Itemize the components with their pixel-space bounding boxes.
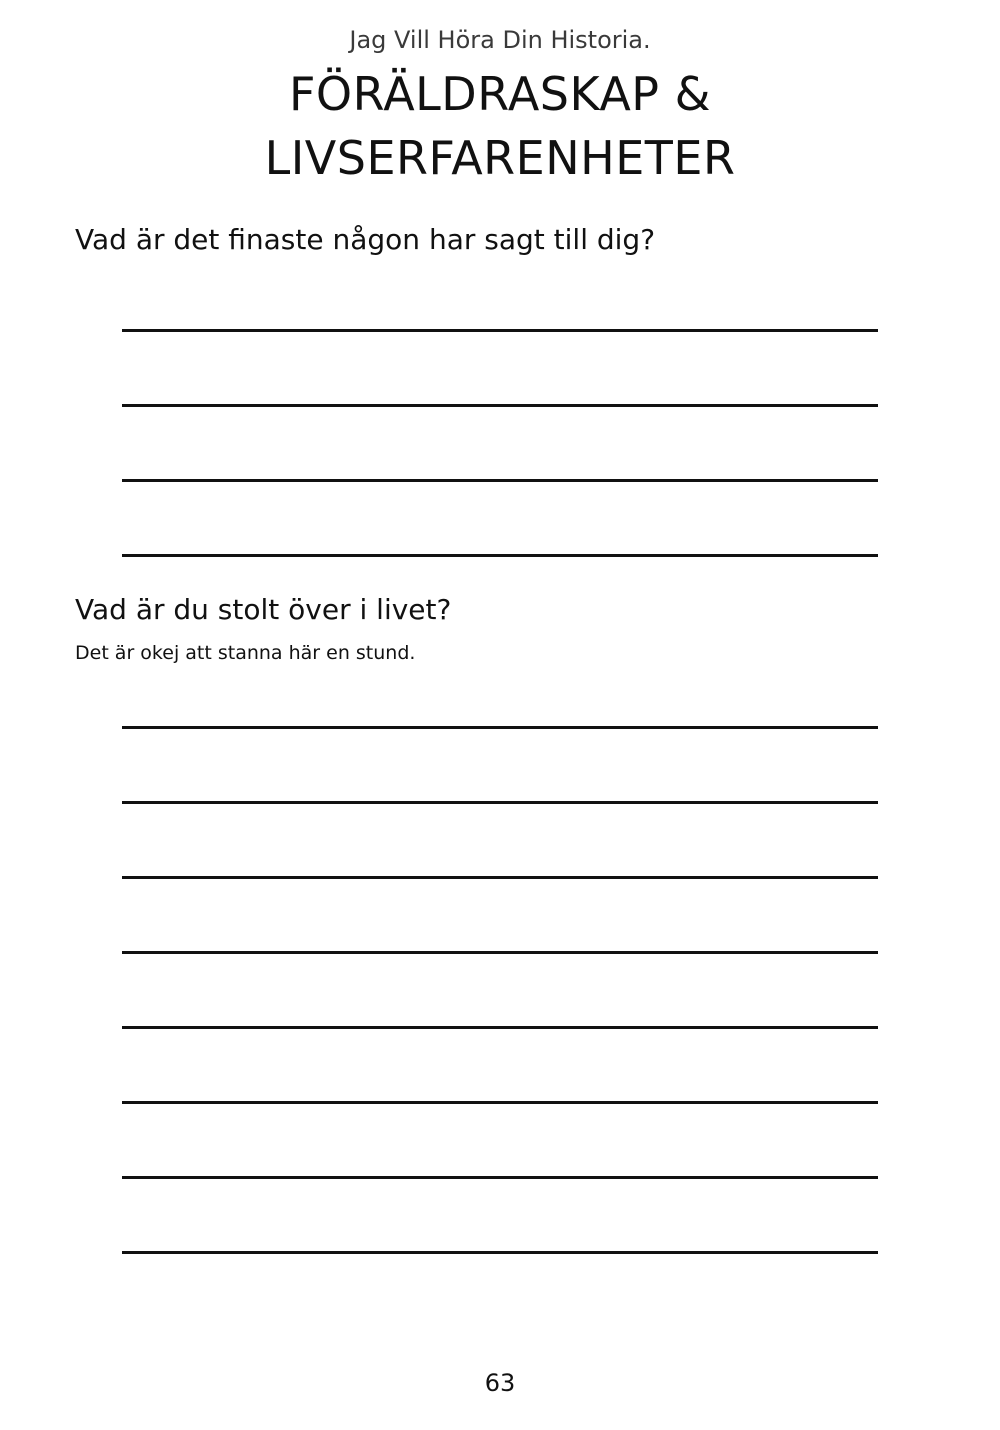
question-2-text: Vad är du stolt över i livet? bbox=[75, 593, 452, 626]
answer-line[interactable] bbox=[122, 1026, 878, 1029]
answer-line[interactable] bbox=[122, 404, 878, 407]
answer-line[interactable] bbox=[122, 951, 878, 954]
book-title: Jag Vill Höra Din Historia. bbox=[349, 26, 651, 54]
answer-line[interactable] bbox=[122, 1101, 878, 1104]
chapter-title-line-2: LIVSERFARENHETER bbox=[264, 131, 736, 185]
answer-line[interactable] bbox=[122, 329, 878, 332]
chapter-title-line-1: FÖRÄLDRASKAP & bbox=[288, 67, 712, 121]
answer-line[interactable] bbox=[122, 554, 878, 557]
answer-line[interactable] bbox=[122, 876, 878, 879]
page-number: 63 bbox=[484, 1369, 516, 1397]
chapter-title bbox=[0, 62, 1000, 190]
answer-line[interactable] bbox=[122, 726, 878, 729]
answer-line[interactable] bbox=[122, 801, 878, 804]
answer-line[interactable] bbox=[122, 1251, 878, 1254]
question-2-hint: Det är okej att stanna här en stund. bbox=[75, 642, 416, 664]
answer-line[interactable] bbox=[122, 479, 878, 482]
question-1-text: Vad är det finaste någon har sagt till dig? bbox=[75, 223, 656, 256]
answer-line[interactable] bbox=[122, 1176, 878, 1179]
